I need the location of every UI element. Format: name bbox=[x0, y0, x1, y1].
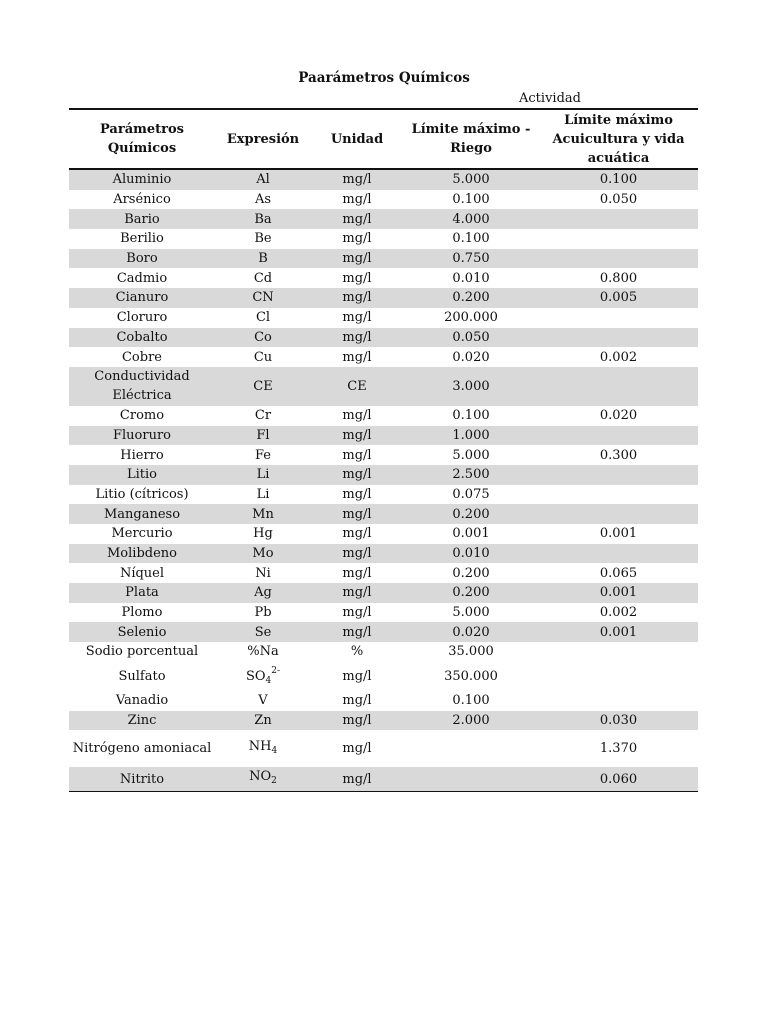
table-row bbox=[69, 169, 698, 190]
header-parametros: Parámetros Químicos bbox=[69, 109, 215, 169]
cell-limite-riego: 0.750 bbox=[403, 249, 539, 269]
cell-unidad: mg/l bbox=[311, 767, 403, 792]
cell-limite-acuicultura: 0.020 bbox=[599, 408, 638, 424]
parameters-table-container bbox=[69, 108, 698, 792]
cell-unidad: % bbox=[350, 644, 364, 660]
expresion-base: Mn bbox=[252, 506, 274, 522]
cell-limite-acuicultura: 0.002 bbox=[599, 349, 638, 365]
expresion-base: Cu bbox=[253, 349, 273, 365]
table-row bbox=[69, 209, 698, 229]
expresion-base: Ag bbox=[254, 585, 272, 601]
cell-unidad: mg/l bbox=[342, 310, 372, 326]
cell-unidad: mg/l bbox=[311, 169, 403, 190]
cell-unidad: mg/l bbox=[342, 486, 372, 502]
cell-expresion bbox=[215, 426, 311, 446]
cell-limite-acuicultura: 0.005 bbox=[539, 288, 698, 308]
expresion-base: Ni bbox=[255, 565, 271, 581]
cell-limite-acuicultura: 0.001 bbox=[539, 622, 698, 642]
expresion-base: Cr bbox=[254, 408, 272, 424]
cell-expresion bbox=[215, 465, 311, 485]
cell-unidad: mg/l bbox=[311, 544, 403, 564]
cell-parametro: Plata bbox=[69, 583, 215, 603]
cell-limite-riego: 0.001 bbox=[452, 526, 490, 542]
cell-parametro: Cloruro bbox=[116, 310, 168, 326]
cell-expresion bbox=[215, 328, 311, 348]
table-row bbox=[69, 426, 698, 446]
expresion-base: As bbox=[254, 192, 272, 208]
cell-limite-riego: 0.200 bbox=[452, 565, 490, 581]
cell-parametro: Nitrito bbox=[69, 767, 215, 792]
cell-expresion bbox=[215, 308, 311, 328]
table-header bbox=[69, 109, 698, 169]
expresion-base: Zn bbox=[254, 712, 272, 728]
table-row bbox=[69, 524, 698, 544]
cell-limite-riego: 5.000 bbox=[452, 447, 490, 463]
table-row bbox=[69, 504, 698, 524]
cell-limite-riego: 200.000 bbox=[444, 310, 498, 326]
expresion-base: CN bbox=[252, 290, 274, 306]
cell-unidad: mg/l bbox=[311, 465, 403, 485]
cell-parametro: Hierro bbox=[120, 447, 164, 463]
cell-parametro: Molibdeno bbox=[69, 544, 215, 564]
cell-parametro: Litio bbox=[69, 465, 215, 485]
cell-unidad: mg/l bbox=[342, 349, 372, 365]
cell-limite-acuicultura: 0.065 bbox=[599, 565, 638, 581]
cell-parametro: Níquel bbox=[119, 565, 165, 581]
cell-expresion bbox=[215, 544, 311, 564]
expresion-base: B bbox=[258, 251, 268, 267]
cell-limite-acuicultura bbox=[539, 465, 698, 485]
expresion-subscript: 4 bbox=[265, 675, 272, 686]
table-row bbox=[69, 445, 698, 465]
cell-limite-acuicultura bbox=[539, 249, 698, 269]
table-row bbox=[69, 730, 698, 767]
cell-limite-riego: 0.010 bbox=[403, 544, 539, 564]
cell-expresion bbox=[215, 711, 311, 731]
table-row bbox=[69, 662, 698, 691]
cell-limite-riego: 35.000 bbox=[448, 644, 494, 660]
cell-limite-acuicultura: 0.002 bbox=[599, 605, 638, 621]
cell-unidad: mg/l bbox=[342, 741, 372, 757]
cell-limite-riego: 5.000 bbox=[403, 169, 539, 190]
cell-limite-acuicultura bbox=[539, 544, 698, 564]
cell-parametro: Cobalto bbox=[69, 328, 215, 348]
table-row bbox=[69, 603, 698, 623]
cell-limite-acuicultura bbox=[539, 642, 698, 662]
cell-expresion bbox=[215, 583, 311, 603]
cell-limite-acuicultura bbox=[539, 504, 698, 524]
cell-parametro: Arsénico bbox=[113, 192, 171, 208]
cell-limite-acuicultura bbox=[539, 328, 698, 348]
cell-limite-riego: 350.000 bbox=[444, 668, 498, 684]
table-row bbox=[69, 229, 698, 249]
cell-parametro: Litio (cítricos) bbox=[95, 486, 189, 502]
expresion-base: NO bbox=[249, 769, 272, 785]
cell-unidad: mg/l bbox=[342, 526, 372, 542]
cell-limite-acuicultura bbox=[539, 209, 698, 229]
cell-expresion bbox=[215, 642, 311, 662]
expresion-base: Se bbox=[254, 624, 272, 640]
cell-parametro: Cianuro bbox=[69, 288, 215, 308]
cell-expresion bbox=[215, 662, 311, 691]
table-row bbox=[69, 485, 698, 505]
document-title: Paarámetros Químicos bbox=[298, 70, 470, 86]
cell-expresion bbox=[215, 209, 311, 229]
cell-parametro: Cromo bbox=[119, 408, 165, 424]
cell-expresion bbox=[215, 767, 311, 792]
cell-expresion bbox=[215, 249, 311, 269]
cell-expresion bbox=[215, 445, 311, 465]
cell-unidad: mg/l bbox=[311, 711, 403, 731]
cell-parametro: Manganeso bbox=[69, 504, 215, 524]
cell-expresion bbox=[215, 367, 311, 406]
table-row bbox=[69, 406, 698, 426]
cell-parametro: Zinc bbox=[69, 711, 215, 731]
cell-parametro: Sulfato bbox=[118, 668, 166, 684]
cell-limite-riego: 3.000 bbox=[403, 367, 539, 406]
table-row bbox=[69, 642, 698, 662]
cell-unidad: mg/l bbox=[342, 693, 372, 709]
cell-limite-riego: 2.500 bbox=[403, 465, 539, 485]
cell-expresion bbox=[215, 347, 311, 367]
cell-unidad: mg/l bbox=[311, 622, 403, 642]
cell-parametro: Fluoruro bbox=[69, 426, 215, 446]
cell-limite-acuicultura: 0.300 bbox=[599, 447, 638, 463]
cell-limite-riego: 0.200 bbox=[403, 583, 539, 603]
expresion-base: Fl bbox=[256, 427, 270, 443]
cell-unidad: mg/l bbox=[311, 426, 403, 446]
cell-limite-riego: 2.000 bbox=[403, 711, 539, 731]
cell-limite-riego: 0.020 bbox=[403, 622, 539, 642]
cell-expresion bbox=[215, 603, 311, 623]
table-row bbox=[69, 767, 698, 792]
table-row bbox=[69, 288, 698, 308]
cell-limite-riego: 0.100 bbox=[452, 693, 490, 709]
header-limite-acuicultura: Límite máximo Acuicultura y vida acuática bbox=[539, 109, 698, 169]
cell-limite-riego: 5.000 bbox=[452, 605, 490, 621]
expresion-base: Be bbox=[254, 231, 272, 247]
cell-expresion bbox=[215, 268, 311, 288]
table-row bbox=[69, 367, 698, 406]
cell-limite-acuicultura: 0.100 bbox=[539, 169, 698, 190]
table-body bbox=[69, 169, 698, 792]
cell-limite-riego: 1.000 bbox=[403, 426, 539, 446]
cell-parametro: Sodio porcentual bbox=[85, 644, 199, 660]
cell-limite-acuicultura bbox=[539, 662, 698, 691]
table-row bbox=[69, 563, 698, 583]
cell-parametro: Mercurio bbox=[111, 526, 173, 542]
expresion-base: Al bbox=[256, 172, 270, 188]
cell-limite-acuicultura: 1.370 bbox=[599, 741, 638, 757]
cell-limite-riego: 0.100 bbox=[452, 192, 490, 208]
cell-expresion bbox=[215, 169, 311, 190]
cell-expresion bbox=[215, 524, 311, 544]
cell-limite-riego bbox=[403, 730, 539, 767]
cell-parametro: Plomo bbox=[121, 605, 163, 621]
cell-unidad: mg/l bbox=[342, 408, 372, 424]
cell-parametro: Nitrógeno amoniacal bbox=[72, 741, 212, 757]
cell-expresion bbox=[215, 563, 311, 583]
table-row bbox=[69, 622, 698, 642]
cell-unidad: mg/l bbox=[311, 209, 403, 229]
cell-unidad: mg/l bbox=[342, 231, 372, 247]
cell-parametro: Conductividad Eléctrica bbox=[69, 367, 215, 406]
cell-limite-acuicultura bbox=[539, 229, 698, 249]
cell-parametro: Aluminio bbox=[69, 169, 215, 190]
expresion-base: Cd bbox=[253, 270, 273, 286]
activity-header: Actividad bbox=[519, 91, 581, 106]
cell-unidad: mg/l bbox=[311, 504, 403, 524]
table-row bbox=[69, 190, 698, 210]
cell-limite-acuicultura: 0.001 bbox=[539, 583, 698, 603]
cell-expresion bbox=[215, 229, 311, 249]
cell-limite-riego: 0.020 bbox=[452, 349, 490, 365]
cell-limite-acuicultura bbox=[539, 367, 698, 406]
cell-limite-acuicultura: 0.800 bbox=[599, 270, 638, 286]
expresion-subscript: 2 bbox=[271, 776, 277, 787]
cell-limite-acuicultura: 0.060 bbox=[539, 767, 698, 792]
cell-parametro: Cadmio bbox=[116, 270, 168, 286]
expresion-base: NH bbox=[248, 738, 272, 754]
expresion-base: Co bbox=[254, 329, 272, 345]
table-row bbox=[69, 465, 698, 485]
table-row bbox=[69, 249, 698, 269]
cell-unidad: mg/l bbox=[311, 583, 403, 603]
cell-expresion bbox=[215, 504, 311, 524]
expresion-base: SO bbox=[245, 668, 266, 684]
cell-expresion bbox=[215, 288, 311, 308]
cell-unidad: mg/l bbox=[342, 565, 372, 581]
cell-parametro: Cobre bbox=[121, 349, 162, 365]
cell-limite-acuicultura: 0.050 bbox=[599, 192, 638, 208]
cell-limite-riego: 0.010 bbox=[452, 270, 490, 286]
cell-limite-riego: 0.100 bbox=[452, 231, 490, 247]
cell-limite-acuicultura bbox=[539, 308, 698, 328]
cell-expresion bbox=[215, 691, 311, 711]
cell-parametro: Selenio bbox=[69, 622, 215, 642]
cell-parametro: Vanadio bbox=[115, 693, 169, 709]
cell-limite-riego: 0.050 bbox=[403, 328, 539, 348]
table-row bbox=[69, 691, 698, 711]
cell-unidad: mg/l bbox=[342, 605, 372, 621]
cell-expresion bbox=[215, 406, 311, 426]
cell-expresion bbox=[215, 730, 311, 767]
expresion-base: Ba bbox=[254, 211, 272, 227]
cell-unidad: CE bbox=[311, 367, 403, 406]
cell-unidad: mg/l bbox=[342, 192, 372, 208]
expresion-base: Li bbox=[256, 486, 270, 502]
table-row bbox=[69, 328, 698, 348]
cell-limite-riego: 0.200 bbox=[403, 288, 539, 308]
header-limite-riego: Límite máximo - Riego bbox=[403, 109, 539, 169]
cell-limite-riego: 0.075 bbox=[452, 486, 490, 502]
cell-parametro: Berilio bbox=[120, 231, 164, 247]
expresion-base: Pb bbox=[254, 605, 272, 621]
table-row bbox=[69, 544, 698, 564]
cell-unidad: mg/l bbox=[342, 447, 372, 463]
table-row bbox=[69, 583, 698, 603]
table-row bbox=[69, 711, 698, 731]
cell-parametro: Bario bbox=[69, 209, 215, 229]
expresion-base: Fe bbox=[254, 447, 271, 463]
expresion-subscript: 4 bbox=[271, 745, 278, 756]
expresion-base: Hg bbox=[253, 526, 273, 542]
table-row bbox=[69, 268, 698, 288]
expresion-base: V bbox=[258, 693, 268, 709]
cell-limite-acuicultura bbox=[539, 426, 698, 446]
expresion-base: Mo bbox=[252, 546, 274, 562]
cell-limite-acuicultura bbox=[539, 691, 698, 711]
cell-limite-riego bbox=[403, 767, 539, 792]
cell-limite-acuicultura bbox=[539, 485, 698, 505]
expresion-base: CE bbox=[253, 378, 273, 394]
cell-unidad: mg/l bbox=[342, 270, 372, 286]
header-unidad: Unidad bbox=[311, 109, 403, 169]
cell-unidad: mg/l bbox=[311, 249, 403, 269]
cell-unidad: mg/l bbox=[342, 668, 372, 684]
cell-expresion bbox=[215, 190, 311, 210]
cell-limite-riego: 4.000 bbox=[403, 209, 539, 229]
parameters-table bbox=[69, 108, 698, 792]
expresion-base: Li bbox=[256, 467, 270, 483]
header-expresion: Expresión bbox=[215, 109, 311, 169]
expresion-base: %Na bbox=[247, 644, 279, 660]
cell-expresion bbox=[215, 485, 311, 505]
cell-limite-acuicultura: 0.030 bbox=[539, 711, 698, 731]
cell-unidad: mg/l bbox=[311, 328, 403, 348]
cell-parametro: Boro bbox=[69, 249, 215, 269]
cell-limite-riego: 0.100 bbox=[452, 408, 490, 424]
cell-unidad: mg/l bbox=[311, 288, 403, 308]
table-row bbox=[69, 347, 698, 367]
cell-limite-riego: 0.200 bbox=[403, 504, 539, 524]
expresion-superscript: 2- bbox=[271, 665, 281, 676]
cell-expresion bbox=[215, 622, 311, 642]
expresion-base: Cl bbox=[255, 310, 271, 326]
table-row bbox=[69, 308, 698, 328]
cell-limite-acuicultura: 0.001 bbox=[599, 526, 638, 542]
header-row bbox=[69, 109, 698, 169]
